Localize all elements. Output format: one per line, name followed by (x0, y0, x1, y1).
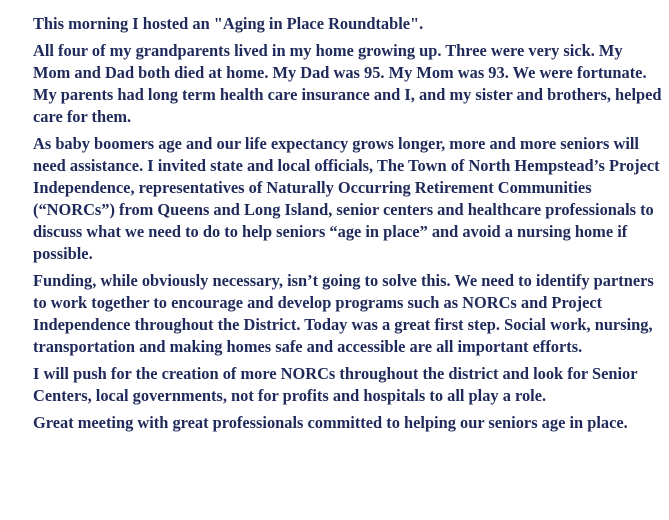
paragraph-funding: Funding, while obviously necessary, isn’t going to solve this. We need to identify partners to work together to encourage and develop programs such as NORCs and Project Independence throughout the District. Today was a great first step. Social work, nursing, transportation and making homes safe and accessible are all important efforts. (33, 271, 654, 356)
paragraph-intro: This morning I hosted an "Aging in Place Roundtable". (33, 14, 424, 33)
paragraph-family: All four of my grandparents lived in my home growing up. Three were very sick. My Mom and Dad both died at home. My Dad was 95. My Mom was 93. We were fortunate. My parents had long term health care insurance and I, and my sister and brothers, helped care for them. (33, 41, 662, 126)
paragraph-roundtable: As baby boomers age and our life expectancy grows longer, more and more seniors will need assistance. I invited state and local officials, The Town of North Hempstead’s Project Independence, representatives of Naturally Occurring Retirement Communities (“NORCs”) from Queens and Long Island, senior centers and healthcare professionals to discuss what we need to do to help seniors “age in place” and avoid a nursing home if possible. (33, 134, 660, 263)
paragraph-norcs: I will push for the creation of more NORCs throughout the district and look for Senior Centers, local governments, not for profits and hospitals to all play a role. (33, 364, 638, 405)
statement-document (33, 13, 663, 439)
paragraph-closing: Great meeting with great professionals committed to helping our seniors age in place. (33, 413, 628, 432)
